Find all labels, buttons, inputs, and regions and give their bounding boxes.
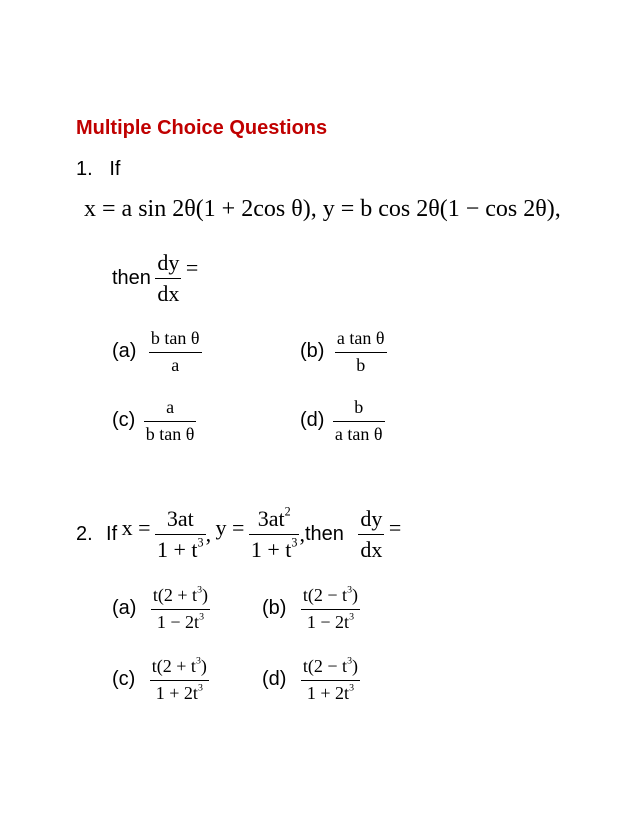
q1-option-d-bar bbox=[333, 421, 385, 422]
q1-derivative bbox=[155, 250, 181, 307]
q2-option-b-num-exp: 3 bbox=[347, 584, 352, 596]
q2-deriv-num: dy bbox=[360, 506, 383, 531]
q2-stem bbox=[76, 506, 401, 563]
q2-y-den: 1 + t bbox=[250, 537, 292, 563]
q2-option-d-den: 1 + 2t bbox=[306, 682, 350, 703]
q2-option-a-den: 1 − 2t bbox=[156, 611, 200, 632]
q1-deriv-bar bbox=[155, 278, 181, 279]
q1-option-d-num: b bbox=[354, 397, 364, 417]
q1-option-a[interactable] bbox=[112, 328, 202, 375]
q2-y-den-exp: 3 bbox=[291, 536, 298, 551]
q2-x-lhs: x = bbox=[121, 515, 151, 541]
q1-equation bbox=[84, 196, 561, 223]
q2-deriv-den: dx bbox=[360, 537, 383, 563]
q1-option-c-fraction bbox=[144, 397, 197, 444]
q2-then: then bbox=[304, 522, 344, 545]
q2-option-c-den-exp: 3 bbox=[197, 682, 203, 694]
section-heading: Multiple Choice Questions bbox=[76, 117, 328, 139]
q2-option-d-num-close: ) bbox=[352, 656, 358, 676]
q1-option-d[interactable] bbox=[300, 397, 385, 444]
q2-comma-1: , bbox=[205, 521, 212, 547]
q2-option-c-label: (c) bbox=[112, 668, 136, 691]
q1-option-a-den: a bbox=[171, 354, 180, 375]
q2-option-a-num-close: ) bbox=[202, 585, 208, 605]
q1-deriv-num: dy bbox=[157, 250, 180, 275]
q2-deriv-eq: = bbox=[388, 515, 402, 541]
q1-option-c-bar bbox=[144, 421, 197, 422]
q1-deriv-eq: = bbox=[185, 255, 199, 281]
q1-eq-y: y = b cos 2θ(1 − cos 2θ) bbox=[322, 196, 555, 222]
q2-option-a-num-exp: 3 bbox=[197, 584, 202, 596]
q2-option-c-den: 1 + 2t bbox=[155, 682, 198, 703]
q2-option-d-fraction bbox=[301, 656, 360, 703]
q2-option-d-num: t(2 − t bbox=[302, 656, 348, 676]
q2-option-b-num: t(2 − t bbox=[302, 585, 348, 605]
q1-then: then bbox=[112, 266, 151, 289]
q1-option-b-label: (b) bbox=[300, 340, 325, 363]
q2-option-b-fraction bbox=[301, 585, 360, 632]
q1-then-row bbox=[112, 250, 198, 307]
q2-option-d-bar bbox=[301, 680, 360, 681]
q2-x-fraction bbox=[155, 506, 206, 563]
q1-option-d-den: a tan θ bbox=[334, 423, 383, 444]
q2-option-a-label: (a) bbox=[112, 597, 137, 620]
q1-if: If bbox=[109, 158, 121, 180]
q2-option-c-bar bbox=[150, 680, 209, 681]
q2-option-c[interactable] bbox=[112, 656, 209, 703]
q1-option-b-bar bbox=[335, 352, 387, 353]
q1-option-a-bar bbox=[149, 352, 202, 353]
q2-option-d-label: (d) bbox=[262, 668, 287, 691]
q2-derivative bbox=[358, 506, 384, 563]
q1-option-b-den: b bbox=[356, 354, 366, 375]
q1-eq-x: x = a sin 2θ(1 + 2cos θ), bbox=[84, 196, 317, 222]
q2-x-den: 1 + t bbox=[156, 537, 198, 563]
q2-deriv-bar bbox=[358, 534, 384, 535]
q2-option-d[interactable] bbox=[262, 656, 360, 703]
q2-option-d-num-exp: 3 bbox=[347, 655, 352, 667]
q2-number: 2. bbox=[76, 522, 93, 545]
q2-option-a-den-exp: 3 bbox=[199, 611, 204, 623]
q2-if: If bbox=[106, 522, 118, 545]
q2-option-c-fraction bbox=[150, 656, 209, 703]
q1-option-d-label: (d) bbox=[300, 409, 325, 432]
q2-x-den-exp: 3 bbox=[197, 536, 204, 551]
q2-option-b-bar bbox=[301, 609, 360, 610]
q2-option-a-bar bbox=[151, 609, 210, 610]
q1-option-a-fraction bbox=[149, 328, 202, 375]
q2-x-num: 3at bbox=[166, 506, 194, 531]
q1-eq-comma: , bbox=[554, 196, 561, 222]
q2-option-c-num-exp: 3 bbox=[195, 655, 201, 667]
q1-option-c-num: a bbox=[166, 397, 175, 417]
q2-option-c-num: t(2 + t bbox=[151, 656, 196, 676]
q2-option-a[interactable] bbox=[112, 585, 210, 632]
q2-option-a-fraction bbox=[151, 585, 210, 632]
q2-y-fraction bbox=[249, 506, 300, 563]
q1-option-d-fraction bbox=[333, 397, 385, 444]
q2-option-a-num: t(2 + t bbox=[152, 585, 198, 605]
q2-y-lhs: y = bbox=[215, 515, 245, 541]
q1-option-b-fraction bbox=[335, 328, 387, 375]
q1-number-line bbox=[76, 158, 120, 181]
q1-option-b[interactable] bbox=[300, 328, 387, 375]
q2-comma-2: , bbox=[299, 521, 305, 547]
q1-deriv-den: dx bbox=[157, 281, 180, 307]
q2-option-c-num-close: ) bbox=[200, 656, 207, 676]
q1-option-c[interactable] bbox=[112, 397, 196, 444]
q1-option-a-num: b tan θ bbox=[150, 328, 200, 348]
q2-y-num-exp: 2 bbox=[284, 504, 291, 519]
q2-option-b-label: (b) bbox=[262, 597, 287, 620]
q1-option-b-num: a tan θ bbox=[336, 328, 385, 348]
q1-option-c-label: (c) bbox=[112, 409, 136, 432]
q2-y-num: 3at bbox=[257, 506, 285, 531]
q1-number: 1. bbox=[76, 158, 93, 180]
q2-option-b[interactable] bbox=[262, 585, 360, 632]
q2-option-b-den: 1 − 2t bbox=[306, 611, 350, 632]
q1-option-c-den: b tan θ bbox=[145, 423, 195, 444]
q2-option-b-num-close: ) bbox=[352, 585, 358, 605]
q1-option-a-label: (a) bbox=[112, 340, 137, 363]
q2-option-d-den-exp: 3 bbox=[349, 682, 354, 694]
q2-option-b-den-exp: 3 bbox=[349, 611, 354, 623]
